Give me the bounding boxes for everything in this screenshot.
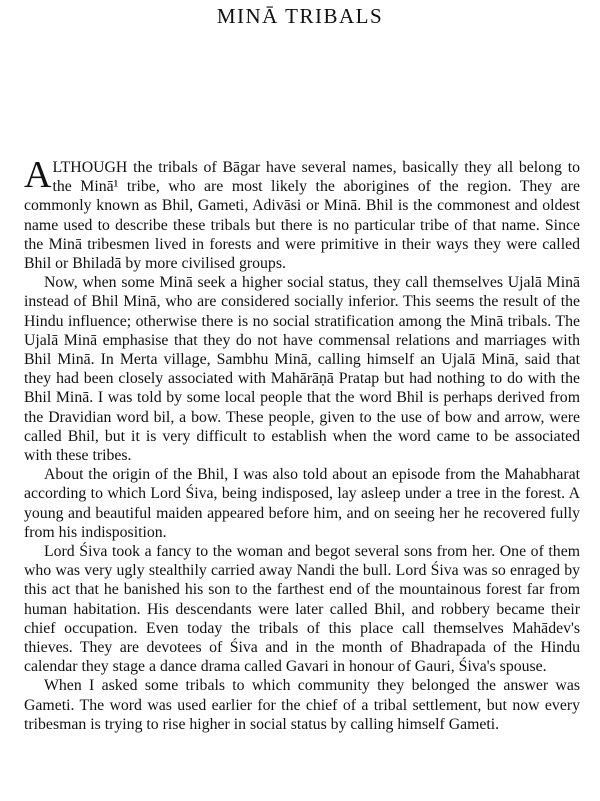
- paragraph-1: [24, 154, 580, 273]
- paragraph-4: Lord Śiva took a fancy to the woman and begot several sons from her. One of them who was very ugly stealthily carried away Nandi the bull. Lord Śiva was so enraged by this act that he banished his son to the farthest end of the mountainous forest far from human habitation. His descendants were later called Bhil, and robbery became their chief occupation. Even today the tribals of this place call themselves Mahādev's thieves. They are devotees of Śiva and in the month of Bhadrapada of the Hindu calendar they stage a dance drama called Gavari in honour of Gauri, Śiva's spouse.: [24, 543, 580, 676]
- drop-cap: A: [24, 154, 52, 196]
- paragraph-1-text: LTHOUGH the tribals of Bāgar have several names, basically they all belong to the Minā¹ tribe, who are most likely the aborigines of the region. They are commonly known as Bhil, Gameti, Adivāsi or Minā. Bhil is the commonest and oldest name used to describe these tribals but there is no particular tribe of that name. Since the Minā tribesmen lived in forests and were primitive in their ways they were called Bhil or Bhiladā by more civilised groups.: [24, 159, 580, 273]
- paragraph-3: About the origin of the Bhil, I was also told about an episode from the Mahabharat according to which Lord Śiva, being indisposed, lay asleep under a tree in the forest. A young and beautiful maiden appeared before him, and on seeing her he recovered fully from his indisposition.: [24, 466, 580, 541]
- chapter-body: [24, 154, 580, 734]
- paragraph-5: When I asked some tribals to which community they belonged the answer was Gameti. The word was used earlier for the chief of a tribal settlement, but now every tribesman is trying to rise higher in social status by calling himself Gameti.: [24, 677, 580, 733]
- paragraph-2: Now, when some Minā seek a higher social status, they call themselves Ujalā Minā instead of Bhil Minā, who are considered socially inferior. This seems the result of the Hindu influence; otherwise there is no social stratification among the Minā tribals. The Ujalā Minā emphasise that they do not have commensal relations and marriages with Bhil Minā. In Merta village, Sambhu Minā, calling himself an Ujalā Minā, said that they had been closely associated with Mahārāṇā Pratap but had nothing to do with the Bhil Minā. I was told by some local people that the word Bhil is perhaps derived from the Dravidian word bil, a bow. These people, given to the use of bow and arrow, were called Bhil, but it is very difficult to establish when the word came to be associated with these tribes.: [24, 274, 580, 465]
- chapter-title: MINĀ TRIBALS: [216, 4, 384, 28]
